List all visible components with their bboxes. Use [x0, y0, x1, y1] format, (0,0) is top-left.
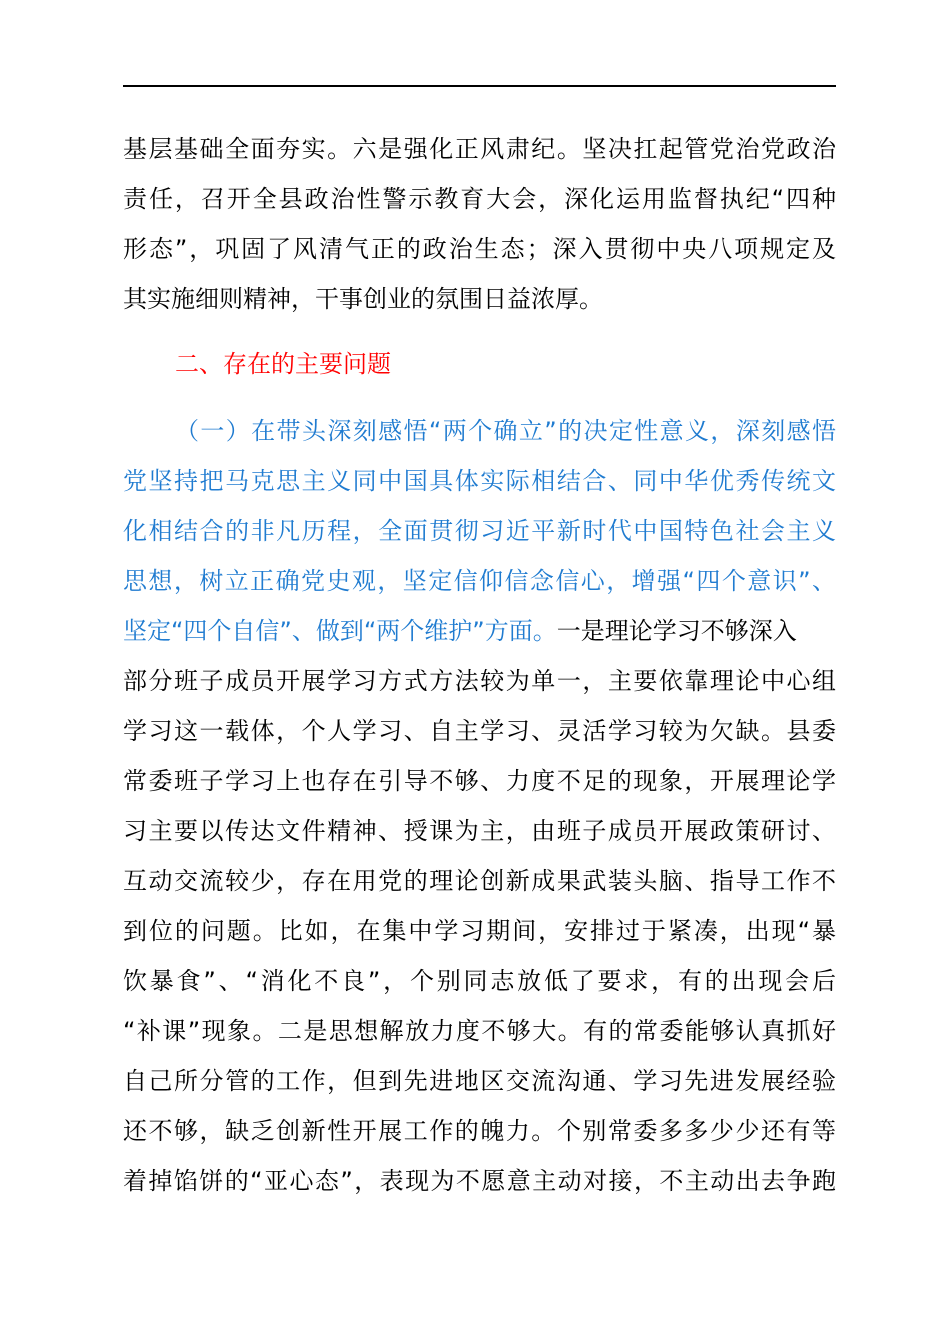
text-line: 饮暴食”、“消化不良”，个别同志放低了要求，有的出现会后 — [123, 967, 836, 995]
text-line: 部分班子成员开展学习方式方法较为单一，主要依靠理论中心组 — [123, 667, 836, 695]
mixed-line — [123, 606, 836, 656]
text-line: 其实施细则精神，干事创业的氛围日益浓厚。 — [123, 285, 603, 313]
text-line: 还不够，缺乏创新性开展工作的魄力。个别常委多多少少还有等 — [123, 1117, 836, 1145]
subheading-line: （一）在带头深刻感悟“两个确立”的决定性意义，深刻感悟 — [175, 417, 836, 445]
text-line: 学习这一载体，个人学习、自主学习、灵活学习较为欠缺。县委 — [123, 717, 836, 745]
subheading-line: 党坚持把马克思主义同中国具体实际相结合、同中华优秀传统文 — [123, 467, 836, 495]
subheading-line: 思想，树立正确党史观，坚定信仰信念信心，增强“四个意识”、 — [123, 567, 836, 595]
text-line: 自己所分管的工作，但到先进地区交流沟通、学习先进发展经验 — [123, 1067, 836, 1095]
text-line: 责任，召开全县政治性警示教育大会，深化运用监督执纪“四种 — [123, 185, 836, 213]
subheading-line: 化相结合的非凡历程，全面贯彻习近平新时代中国特色社会主义 — [123, 517, 836, 545]
text-line: “补课”现象。二是思想解放力度不够大。有的常委能够认真抓好 — [123, 1017, 836, 1045]
text-line: 互动交流较少，存在用党的理论创新成果武装头脑、指导工作不 — [123, 867, 836, 895]
text-line: 到位的问题。比如，在集中学习期间，安排过于紧凑，出现“暴 — [123, 917, 836, 945]
text-line: 习主要以传达文件精神、授课为主，由班子成员开展政策研讨、 — [123, 817, 836, 845]
point-one-title: 一是理论学习不够深入 — [556, 617, 797, 645]
text-line: 常委班子学习上也存在引导不够、力度不足的现象，开展理论学 — [123, 767, 836, 795]
text-line: 形态”，巩固了风清气正的政治生态；深入贯彻中央八项规定及 — [123, 235, 836, 263]
subheading-end: 坚定“四个自信”、做到“两个维护”方面。 — [123, 617, 557, 645]
text-line: 着掉馅饼的“亚心态”，表现为不愿意主动对接，不主动出去争跑 — [123, 1167, 836, 1195]
header-rule — [123, 85, 836, 87]
section-heading: 二、存在的主要问题 — [175, 350, 391, 378]
text-line: 基层基础全面夯实。六是强化正风肃纪。坚决扛起管党治党政治 — [123, 135, 836, 163]
